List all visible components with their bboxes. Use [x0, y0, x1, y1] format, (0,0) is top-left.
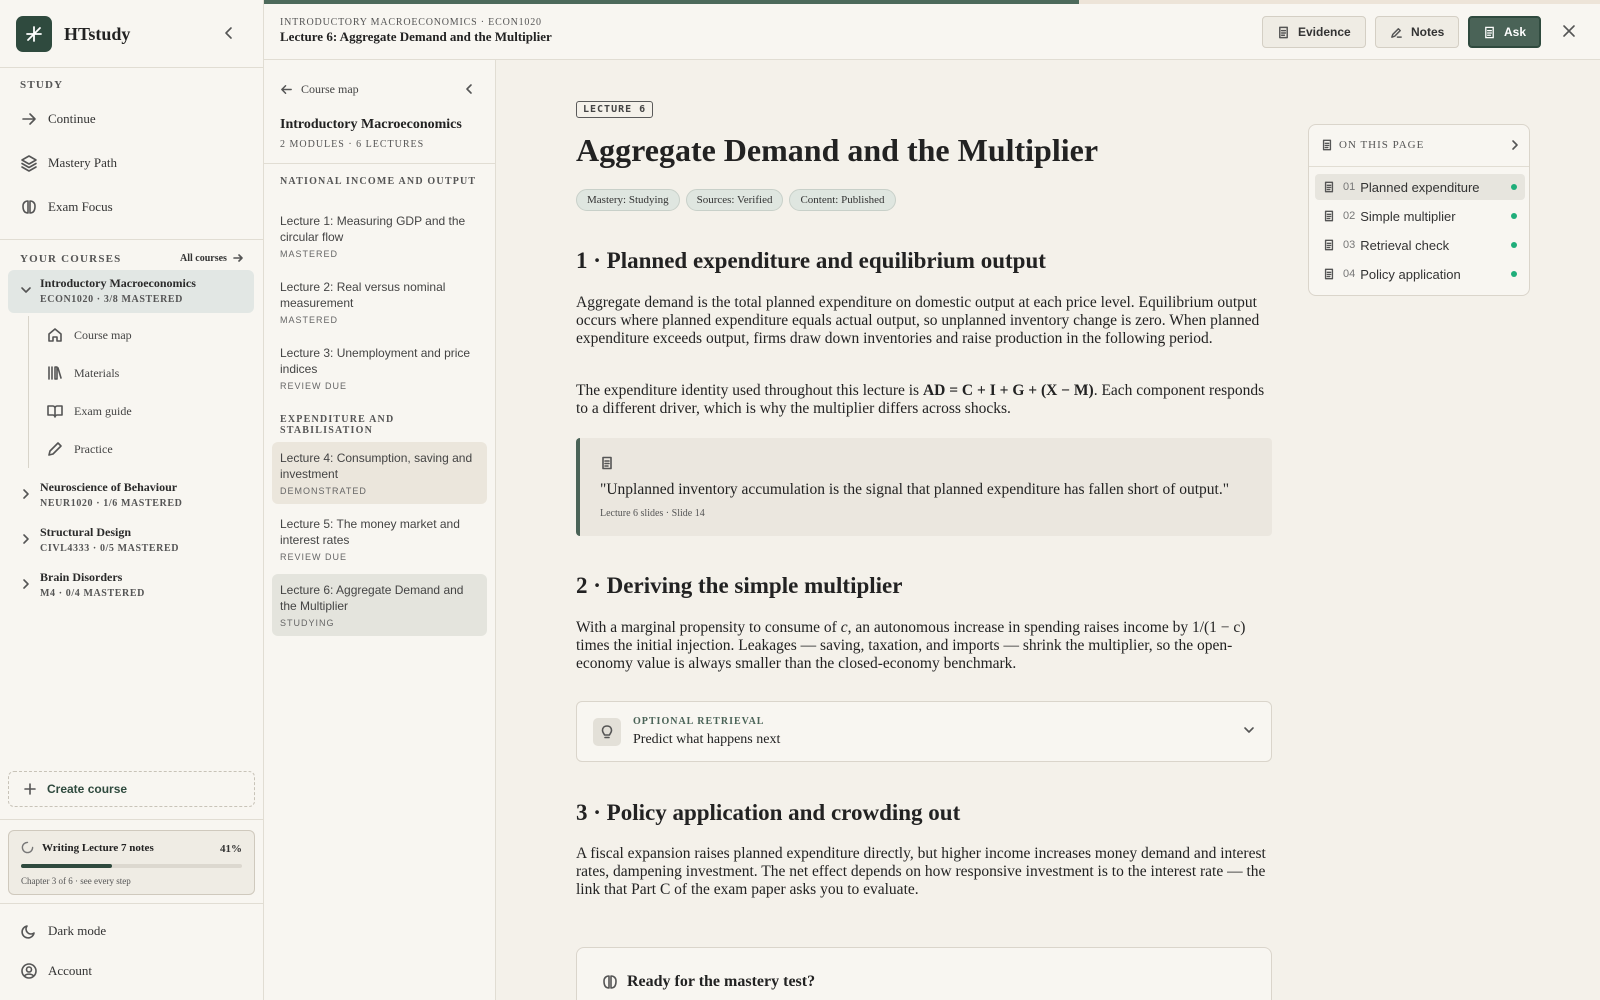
module-title: EXPENDITURE AND STABILISATION: [280, 414, 395, 436]
document-icon: [1323, 239, 1335, 251]
course-map-panel: [264, 60, 496, 1000]
writing-progress-card[interactable]: [8, 830, 255, 895]
document-icon: [1323, 181, 1335, 193]
home-icon: [46, 326, 64, 344]
divider: [0, 67, 264, 68]
writing-progress-bar: [21, 864, 242, 868]
section-3-heading: 3 · Policy application and crowding out: [576, 800, 961, 825]
course-map-title: Introductory Macroeconomics: [280, 117, 462, 132]
arrow-right-icon: [232, 252, 244, 264]
subnav-label: Exam guide: [74, 403, 132, 418]
section-2-paragraph: [576, 619, 1276, 673]
document-icon: [600, 456, 614, 470]
book-icon: [46, 402, 64, 420]
brand[interactable]: [16, 16, 130, 52]
lecture-title: Lecture 3: Unemployment and price indices: [280, 346, 471, 376]
library-icon: [46, 364, 64, 382]
lecture-status: DEMONSTRATED: [280, 486, 367, 496]
collapse-panel-icon[interactable]: [462, 82, 476, 96]
article-title: Aggregate Demand and the Multiplier: [576, 132, 1099, 168]
text-span: , an autonomous increase in spending raises income by 1/(1 − c) times the initial injection. Leakages — saving, taxation, and imports — shrink the multiplier, so the open-economy value is always smaller than the closed-economy benchmark.: [576, 619, 1246, 672]
nav-continue-label: Continue: [48, 111, 96, 126]
nav-mastery-path-label: Mastery Path: [48, 155, 117, 170]
writing-subtitle: Chapter 3 of 6 · see every step: [21, 876, 131, 886]
course-item-macroeconomics[interactable]: [8, 270, 254, 313]
toc-number: 03: [1343, 239, 1356, 251]
lecture-item-3[interactable]: [272, 337, 487, 399]
section-1-paragraph-2: [576, 382, 1276, 418]
lecture-progress-bar: [264, 0, 1600, 4]
toc-item-4[interactable]: [1315, 261, 1525, 287]
retrieval-label: OPTIONAL RETRIEVAL: [633, 716, 765, 727]
course-title: Neuroscience of Behaviour: [40, 480, 178, 494]
formula: AD = C + I + G + (X − M): [922, 382, 1094, 399]
user-circle-icon: [20, 962, 38, 980]
breadcrumb[interactable]: INTRODUCTORY MACROECONOMICS · ECON1020: [280, 17, 542, 28]
app-name: HTstudy: [64, 23, 131, 44]
text-span: With a marginal propensity to consume of: [576, 619, 841, 636]
create-course-label: Create course: [47, 782, 128, 796]
chevron-right-icon[interactable]: [20, 488, 32, 500]
quote-source[interactable]: Lecture 6 slides · Slide 14: [600, 508, 705, 519]
dark-mode-label: Dark mode: [48, 923, 107, 938]
divider: [0, 903, 264, 904]
lecture-badge: LECTURE 6: [576, 101, 653, 118]
course-status: NEUR1020 · 1/6 MASTERED: [40, 498, 183, 509]
lecture-progress-fill: [264, 0, 1079, 4]
lecture-title: Lecture 5: The money market and interest rates: [280, 517, 460, 547]
course-item-neuroscience[interactable]: [8, 474, 254, 514]
article-content: [497, 60, 1600, 1000]
lecture-status: MASTERED: [280, 315, 339, 325]
toc-number: 01: [1343, 181, 1356, 193]
sources-chip: Sources: Verified: [686, 189, 784, 211]
brain-icon: [601, 973, 619, 991]
chevron-right-icon[interactable]: [20, 578, 32, 590]
collapse-sidebar-icon[interactable]: [220, 24, 238, 42]
quote-text: "Unplanned inventory accumulation is the signal that planned expenditure has fallen short of output.": [600, 481, 1230, 498]
writing-percent: 41%: [220, 843, 242, 855]
retrieval-text: Predict what happens next: [633, 732, 781, 747]
toc-label: Policy application: [1360, 266, 1461, 282]
moon-icon: [20, 922, 38, 940]
mastery-chip: Mastery: Studying: [576, 189, 680, 211]
course-title: Structural Design: [40, 525, 131, 539]
lightbulb-icon: [593, 718, 621, 746]
toc-item-1[interactable]: [1315, 174, 1525, 200]
toc-item-2[interactable]: [1315, 203, 1525, 229]
on-this-page: [1308, 124, 1530, 296]
back-to-course-map[interactable]: [280, 82, 359, 97]
course-status: CIVL4333 · 0/5 MASTERED: [40, 543, 180, 554]
logo-icon: [16, 16, 52, 52]
nav-continue[interactable]: [20, 110, 96, 128]
subnav-course-map[interactable]: [46, 326, 132, 344]
toc-number: 04: [1343, 268, 1356, 280]
section-1-heading: 1 · Planned expenditure and equilibrium output: [576, 248, 1046, 273]
subnav-label: Materials: [74, 365, 120, 380]
divider: [0, 239, 264, 240]
document-icon: [1323, 210, 1335, 222]
chevron-right-icon[interactable]: [20, 533, 32, 545]
course-item-brain-disorders[interactable]: [8, 564, 254, 604]
pencil-icon: [46, 440, 64, 458]
divider: [0, 819, 264, 820]
lecture-item-6[interactable]: [272, 574, 487, 636]
arrow-right-icon: [20, 110, 38, 128]
ask-label: Ask: [1504, 25, 1527, 39]
writing-progress-fill: [21, 864, 112, 868]
all-courses-label: All courses: [180, 252, 227, 264]
subnav-exam-guide[interactable]: [46, 402, 132, 420]
lecture-title: Lecture 6: Aggregate Demand and the Multiplier: [280, 29, 552, 44]
course-item-structural-design[interactable]: [8, 519, 254, 559]
module-title: NATIONAL INCOME AND OUTPUT: [280, 176, 477, 187]
text-span: . Each component responds to a different driver, which is why the multiplier differs across shocks.: [576, 382, 1265, 417]
variable: c: [840, 619, 848, 636]
account-button[interactable]: [20, 962, 92, 980]
subnav-materials[interactable]: [46, 364, 119, 382]
subnav-line: [28, 316, 29, 468]
lecture-title: Lecture 2: Real versus nominal measurement: [280, 280, 446, 310]
divider: [1309, 166, 1529, 167]
lecture-status: STUDYING: [280, 618, 335, 628]
document-icon: [1321, 139, 1333, 151]
dark-mode-toggle[interactable]: [20, 922, 106, 940]
evidence-label: Evidence: [1298, 25, 1351, 39]
layers-icon: [20, 154, 38, 172]
top-bar: [264, 0, 1600, 60]
lecture-status: REVIEW DUE: [280, 552, 348, 562]
nav-exam-focus[interactable]: [20, 198, 113, 216]
lecture-title: Lecture 6: Aggregate Demand and the Multiplier: [280, 583, 464, 613]
subnav-practice[interactable]: [46, 440, 113, 458]
content-chip: Content: Published: [789, 189, 895, 211]
toc-label: Retrieval check: [1360, 237, 1450, 253]
document-icon: [1323, 268, 1335, 280]
lecture-title: Lecture 1: Measuring GDP and the circular flow: [280, 214, 466, 244]
course-map-subtitle: 2 MODULES · 6 LECTURES: [280, 139, 425, 150]
study-label: STUDY: [20, 79, 64, 91]
section-2-heading: 2 · Deriving the simple multiplier: [576, 573, 903, 598]
section-1-paragraph-1: Aggregate demand is the total planned expenditure on domestic output at each price level. Equilibrium output occurs where planned expenditure equals actual output, so unplanned inventory change is zero. When planned expenditure exceeds output, firms draw down inventories and raise production in the following period.: [576, 294, 1260, 347]
nav-mastery-path[interactable]: [20, 154, 117, 172]
chevron-down-icon[interactable]: [1241, 722, 1257, 738]
course-status: M4 · 0/4 MASTERED: [40, 588, 145, 599]
lecture-item-4[interactable]: [272, 442, 487, 504]
course-title: Introductory Macroeconomics: [40, 276, 196, 290]
evidence-button[interactable]: [1262, 16, 1366, 48]
writing-title: Writing Lecture 7 notes: [42, 841, 154, 854]
divider: [264, 163, 496, 164]
lecture-title: Lecture 4: Consumption, saving and investment: [280, 451, 473, 481]
subnav-label: Practice: [74, 441, 113, 456]
lecture-item-5[interactable]: [272, 508, 487, 570]
source-quote: [576, 438, 1272, 536]
status-dot: [1511, 184, 1517, 190]
spinner-icon: [21, 841, 34, 854]
chevron-right-icon[interactable]: [1509, 139, 1521, 151]
status-dot: [1511, 242, 1517, 248]
nav-exam-focus-label: Exam Focus: [48, 199, 113, 214]
toc-label: ON THIS PAGE: [1339, 139, 1425, 151]
create-course-button[interactable]: [8, 771, 255, 807]
chevron-down-icon[interactable]: [20, 284, 32, 296]
brain-icon: [20, 198, 38, 216]
toc-item-3[interactable]: [1315, 232, 1525, 258]
notes-label: Notes: [1411, 25, 1445, 39]
lecture-status: REVIEW DUE: [280, 381, 348, 391]
toc-label: Planned expenditure: [1360, 179, 1480, 195]
status-dot: [1511, 271, 1517, 277]
document-icon: [1277, 26, 1290, 39]
document-icon: [1483, 26, 1496, 39]
plus-icon: [23, 782, 37, 796]
mastery-test-card[interactable]: [576, 947, 1272, 1000]
status-dot: [1511, 213, 1517, 219]
courses-label: YOUR COURSES: [20, 253, 122, 265]
status-chips: [576, 189, 902, 211]
all-courses-link[interactable]: [180, 252, 244, 264]
course-status: ECON1020 · 3/8 MASTERED: [40, 294, 183, 305]
lecture-status: MASTERED: [280, 249, 339, 259]
toc-label: Simple multiplier: [1360, 208, 1456, 224]
lecture-item-2[interactable]: [272, 271, 487, 333]
sidebar: [0, 0, 264, 1000]
text-span: The expenditure identity used throughout this lecture is: [576, 382, 923, 399]
account-label: Account: [48, 963, 93, 978]
back-label: Course map: [301, 82, 359, 96]
ask-button[interactable]: [1468, 16, 1541, 48]
optional-retrieval-card[interactable]: [576, 701, 1272, 762]
notes-button[interactable]: [1375, 16, 1459, 48]
arrow-left-icon: [280, 83, 293, 96]
subnav-label: Course map: [74, 327, 132, 342]
close-icon[interactable]: [1560, 22, 1578, 40]
section-3-paragraph: A fiscal expansion raises planned expenditure directly, but higher income increases money demand and interest rates, dampening investment. The net effect depends on how responsive investment is to the interest rate — the link that Part C of the exam paper asks you to evaluate.: [576, 845, 1266, 898]
lecture-item-1[interactable]: [272, 205, 487, 267]
mastery-test-title: Ready for the mastery test?: [627, 973, 816, 990]
course-title: Brain Disorders: [40, 570, 123, 584]
toc-number: 02: [1343, 210, 1356, 222]
edit-note-icon: [1390, 26, 1403, 39]
